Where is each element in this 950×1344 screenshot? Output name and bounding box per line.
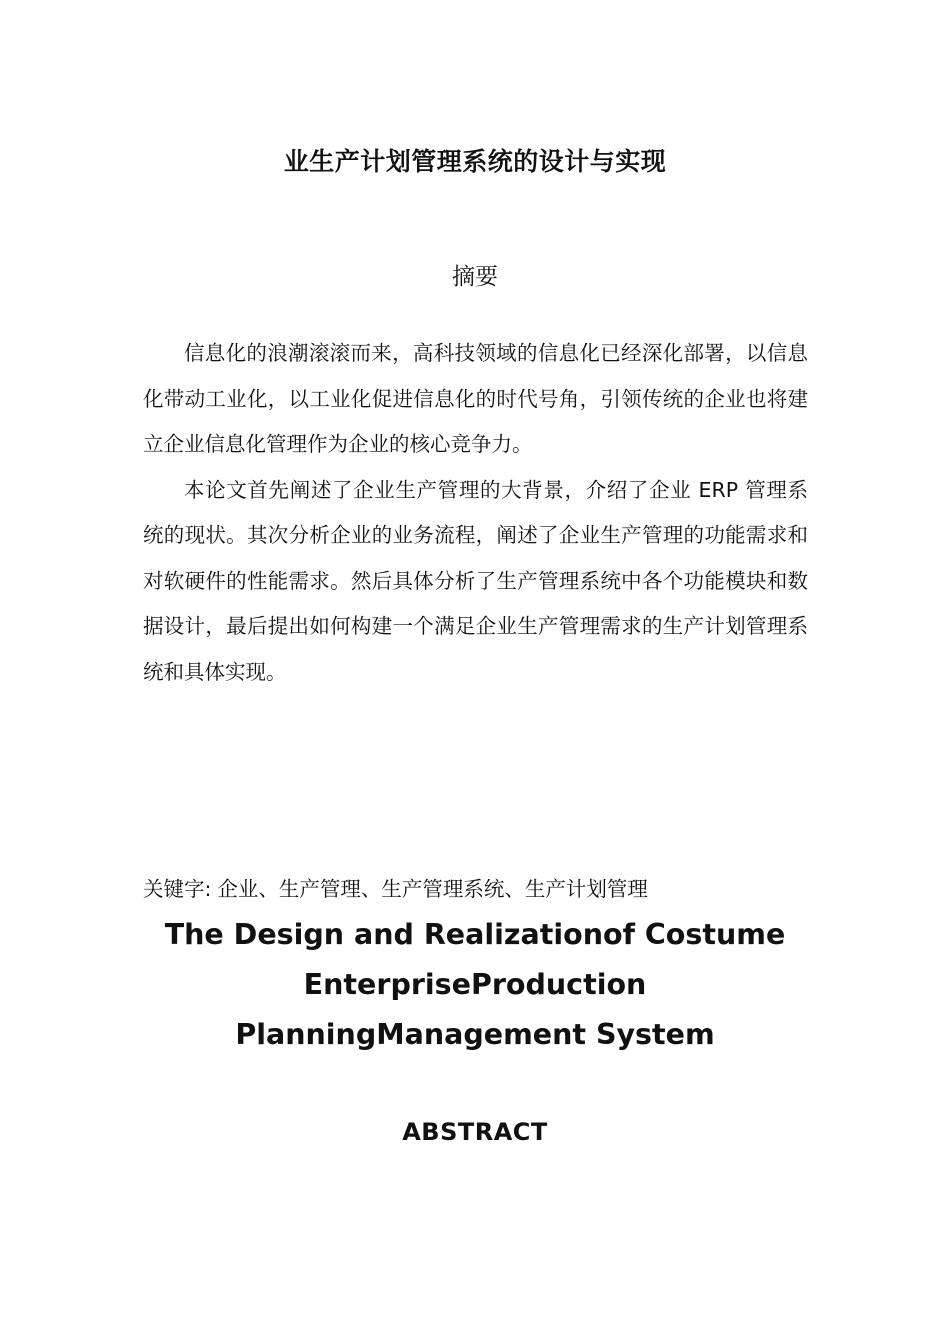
english-abstract-heading: ABSTRACT	[402, 1118, 548, 1146]
chinese-title: 业生产计划管理系统的设计与实现	[283, 147, 667, 176]
english-title-line-1: The Design and Realizationof Costume	[164, 918, 786, 951]
keywords-line	[143, 871, 823, 907]
abstract-paragraph-1: 信息化的浪潮滚滚而来，高科技领域的信息化已经深化部署，以信息化带动工业化，以工业化促进信息化的时代号角，引领传统的企业也将建立企业信息化管理作为企业的核心竞争力。	[143, 341, 808, 456]
abstract-heading: 摘要	[452, 264, 498, 290]
keywords-value: 企业、生产管理、生产管理系统、生产计划管理	[217, 877, 648, 901]
abstract-body	[143, 331, 808, 695]
abstract-paragraph-2: 本论文首先阐述了企业生产管理的大背景，介绍了企业 ERP 管理系统的现状。其次分析企业的业务流程，阐述了企业生产管理的功能需求和对软硬件的性能需求。然后具体分析了生产管理系统中各个功能模块和数据设计，最后提出如何构建一个满足企业生产管理需求的生产计划管理系统和具体实现。	[143, 477, 808, 684]
keywords-label: 关键字:	[143, 877, 212, 901]
english-title-line-2: EnterpriseProduction	[303, 968, 647, 1001]
english-title	[0, 910, 950, 1060]
english-title-line-3: PlanningManagement System	[235, 1018, 715, 1051]
